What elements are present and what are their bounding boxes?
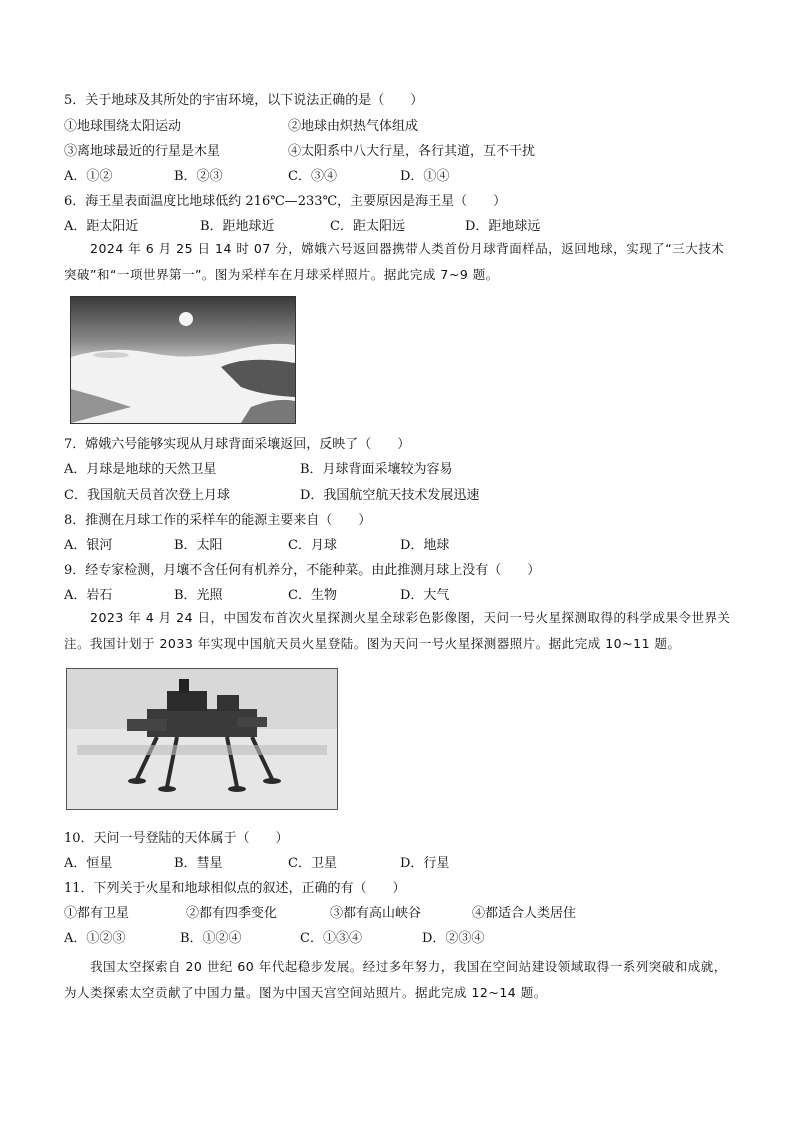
q5-statement-4: ④太阳系中八大行星，各行其道，互不干扰 xyxy=(288,144,536,159)
q11-option-d: D．②③④ xyxy=(422,931,485,946)
q10-option-c: C．卫星 xyxy=(288,856,337,871)
passage-chang-e-6: 2024 年 6 月 25 日 14 时 07 分，嫦娥六号返回器携带人类首份月球背面样品，返回地球，实现了“三大技术突破”和“一项世界第一”。图为采样车在月球采样照片。据此完成 7~9 题。 xyxy=(64,241,725,282)
q10-stem: 10．天问一号登陆的天体属于（ ） xyxy=(64,831,289,846)
q7-option-c: C．我国航天员首次登上月球 xyxy=(64,488,230,503)
lunar-surface-image xyxy=(71,297,295,423)
q11-statement-2: ②都有四季变化 xyxy=(186,906,278,921)
q5-option-a: A．①② xyxy=(64,169,113,184)
q7-option-a: A．月球是地球的天然卫星 xyxy=(64,462,217,477)
q9-stem: 9．经专家检测，月壤不含任何有机养分，不能种菜。由此推测月球上没有（ ） xyxy=(64,563,541,578)
q11-stem: 11．下列关于火星和地球相似点的叙述，正确的有（ ） xyxy=(64,881,406,896)
q6-stem: 6．海王星表面温度比地球低约 216℃—233℃，主要原因是海王星（ ） xyxy=(64,194,507,209)
q11-statement-1: ①都有卫星 xyxy=(64,906,130,921)
q6-option-c: C．距太阳远 xyxy=(330,219,405,234)
mars-probe-image xyxy=(67,669,337,809)
q11-option-c: C．①③④ xyxy=(300,931,362,946)
q5-statement-3: ③离地球最近的行星是木星 xyxy=(64,144,221,159)
q6-option-d: D．距地球远 xyxy=(465,219,541,234)
q11-statement-4: ④都适合人类居住 xyxy=(472,906,577,921)
q5-option-d: D．①④ xyxy=(400,169,450,184)
tianwen-1-probe-photo xyxy=(66,668,338,810)
lunar-sampling-photo xyxy=(70,296,296,424)
q6-option-a: A．距太阳近 xyxy=(64,219,139,234)
q7-option-d: D．我国航空航天技术发展迅速 xyxy=(300,488,480,503)
q8-option-b: B．太阳 xyxy=(174,538,223,553)
q9-option-b: B．光照 xyxy=(174,588,223,603)
q11-option-b: B．①②④ xyxy=(180,931,242,946)
passage-tianwen-1: 2023 年 4 月 24 日，中国发布首次火星探测火星全球彩色影像图，天问一号火星探测取得的科学成果令世界关注。我国计划于 2033 年实现中国航天员火星登陆。图为天问一号火星探测器照片。据此完成 10~11 题。 xyxy=(64,610,731,651)
q8-option-c: C．月球 xyxy=(288,538,337,553)
q10-option-d: D．行星 xyxy=(400,856,450,871)
q8-option-a: A．银河 xyxy=(64,538,113,553)
q7-stem: 7．嫦娥六号能够实现从月球背面采壤返回，反映了（ ） xyxy=(64,437,411,452)
q9-option-c: C．生物 xyxy=(288,588,337,603)
q5-statement-1: ①地球围绕太阳运动 xyxy=(64,119,182,134)
q11-statement-3: ③都有高山峡谷 xyxy=(330,906,422,921)
q5-option-b: B．②③ xyxy=(174,169,223,184)
q5-stem: 5．关于地球及其所处的宇宙环境，以下说法正确的是（ ） xyxy=(64,93,424,108)
q6-option-b: B．距地球近 xyxy=(200,219,275,234)
q9-option-d: D．大气 xyxy=(400,588,450,603)
q9-option-a: A．岩石 xyxy=(64,588,113,603)
q5-option-c: C．③④ xyxy=(288,169,337,184)
passage-tiangong: 我国太空探索自 20 世纪 60 年代起稳步发展。经过多年努力，我国在空间站建设领域取得一系列突破和成就，为人类探索太空贡献了中国力量。图为中国天宫空间站照片。据此完成 12~14 题。 xyxy=(64,959,727,1000)
q8-stem: 8．推测在月球工作的采样车的能源主要来自（ ） xyxy=(64,513,372,528)
q7-option-b: B．月球背面采壤较为容易 xyxy=(300,462,453,477)
q5-statement-2: ②地球由炽热气体组成 xyxy=(288,119,419,134)
q8-option-d: D．地球 xyxy=(400,538,450,553)
q11-option-a: A．①②③ xyxy=(64,931,126,946)
q10-option-b: B．彗星 xyxy=(174,856,223,871)
q10-option-a: A．恒星 xyxy=(64,856,113,871)
